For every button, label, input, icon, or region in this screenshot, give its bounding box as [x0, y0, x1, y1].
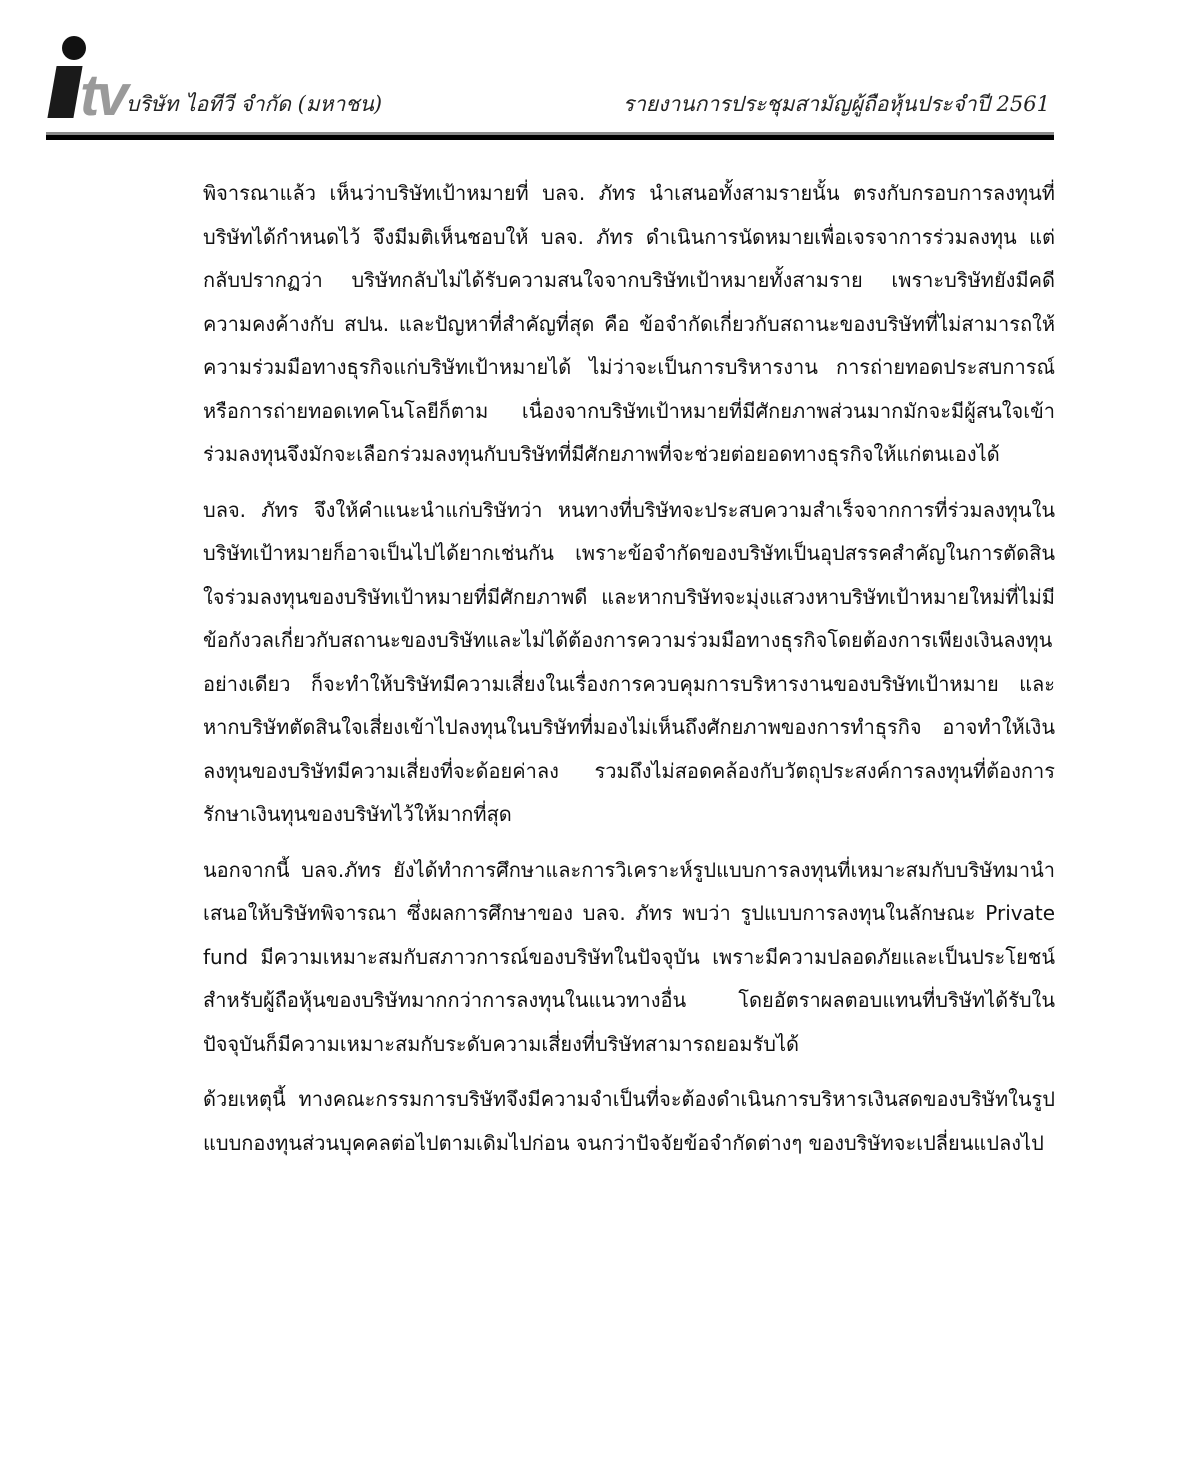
logo-tv-text: tv [80, 63, 126, 128]
paragraph-1: พิจารณาแล้ว เห็นว่าบริษัทเป้าหมายที่ บลจ. ภัทร นำเสนอทั้งสามรายนั้น ตรงกับกรอบการลงทุนที่บริษัทได้กำหนดไว้ จึงมีมติเห็นชอบให้ บลจ. ภัทร ดำเนินการนัดหมายเพื่อเจรจาการร่วมลงทุน แต่กลับปรากฏว่า บริษัทกลับไม่ได้รับความสนใจจากบริษัทเป้าหมายทั้งสามราย เพราะบริษัทยังมีคดีความคงค้างกับ สปน. และปัญหาที่สำคัญที่สุด คือ ข้อจำกัดเกี่ยวกับสถานะของบริษัทที่ไม่สามารถให้ความร่วมมือทางธุรกิจแก่บริษัทเป้าหมายได้ ไม่ว่าจะเป็นการบริหารงาน การถ่ายทอดประสบการณ์ หรือการถ่ายทอดเทคโนโลยีก็ตาม เนื่องจากบริษัทเป้าหมายที่มีศักยภาพส่วนมากมักจะมีผู้สนใจเข้าร่วมลงทุนจึงมักจะเลือกร่วมลงทุนกับบริษัทที่มีศักยภาพที่จะช่วยต่อยอดทางธุรกิจให้แก่ตนเองได้ [203, 181, 1055, 466]
page-header [0, 0, 1200, 145]
document-body [203, 172, 1055, 1177]
paragraph-2: บลจ. ภัทร จึงให้คำแนะนำแก่บริษัทว่า หนทางที่บริษัทจะประสบความสำเร็จจากการที่ร่วมลงทุนในบริษัทเป้าหมายก็อาจเป็นไปได้ยากเช่นกัน เพราะข้อจำกัดของบริษัทเป็นอุปสรรคสำคัญในการตัดสินใจร่วมลงทุนของบริษัทเป้าหมายที่มีศักยภาพดี และหากบริษัทจะมุ่งแสวงหาบริษัทเป้าหมายใหม่ที่ไม่มีข้อกังวลเกี่ยวกับสถานะของบริษัทและไม่ได้ต้องการความร่วมมือทางธุรกิจโดยต้องการเพียงเงินลงทุนอย่างเดียว ก็จะทำให้บริษัทมีความเสี่ยงในเรื่องการควบคุมการบริหารงานของบริษัทเป้าหมาย และหากบริษัทตัดสินใจเสี่ยงเข้าไปลงทุนในบริษัทที่มองไม่เห็นถึงศักยภาพของการทำธุรกิจ อาจทำให้เงินลงทุนของบริษัทมีความเสี่ยงที่จะด้อยค่าลง รวมถึงไม่สอดคล้องกับวัตถุประสงค์การลงทุนที่ต้องการรักษาเงินทุนของบริษัทไว้ให้มากที่สุด [203, 497, 1055, 826]
header-divider [46, 132, 1054, 140]
paragraph-4: ด้วยเหตุนี้ ทางคณะกรรมการบริษัทจึงมีความจำเป็นที่จะต้องดำเนินการบริหารเงินสดของบริษัทในรูปแบบกองทุนส่วนบุคคลต่อไปตามเดิมไปก่อน จนกว่าปัจจัยข้อจำกัดต่างๆ ของบริษัทจะเปลี่ยนแปลงไป [203, 1087, 1055, 1155]
logo-dot-icon [62, 36, 86, 60]
itv-logo [48, 36, 128, 128]
paragraph-3: นอกจากนี้ บลจ.ภัทร ยังได้ทำการศึกษาและการวิเคราะห์รูปแบบการลงทุนที่เหมาะสมกับบริษัทมานำเสนอให้บริษัทพิจารณา ซึ่งผลการศึกษาของ บลจ. ภัทร พบว่า รูปแบบการลงทุนในลักษณะ Private fund มีความเหมาะสมกับสภาวการณ์ของบริษัทในปัจจุบัน เพราะมีความปลอดภัยและเป็นประโยชน์สำหรับผู้ถือหุ้นของบริษัทมากกว่าการลงทุนในแนวทางอื่น โดยอัตราผลตอบแทนที่บริษัทได้รับในปัจจุบันก็มีความเหมาะสมกับระดับความเสี่ยงที่บริษัทสามารถยอมรับได้ [203, 857, 1055, 1056]
logo-i-stem [47, 66, 82, 118]
company-name: บริษัท ไอทีวี จำกัด (มหาชน) [126, 92, 383, 116]
report-title: รายงานการประชุมสามัญผู้ถือหุ้นประจำปี 2561 [622, 92, 1050, 116]
